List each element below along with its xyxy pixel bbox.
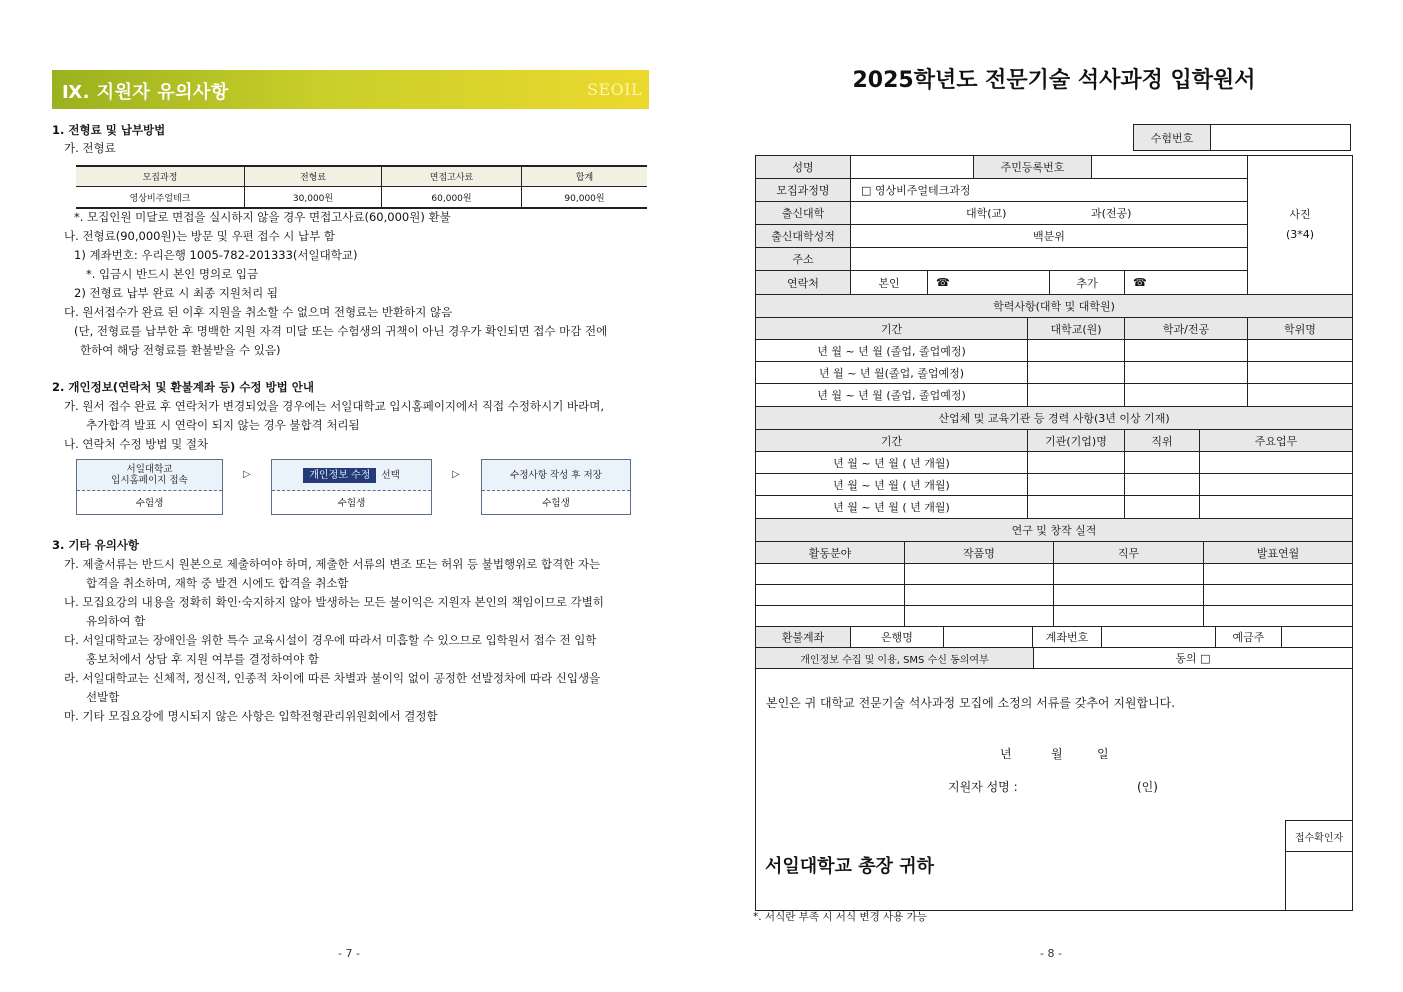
univ-suffix: 대학(교) [966, 207, 1007, 220]
career-col-position: 직위 [1124, 429, 1200, 452]
holder-label: 예금주 [1215, 626, 1282, 648]
research-work-input[interactable] [904, 563, 1054, 585]
s1-a: 가. 전형료 [64, 141, 116, 155]
step-3-bottom: 수험생 [542, 498, 570, 509]
page-number-right: - 8 - [1040, 947, 1062, 960]
edu-degree-field[interactable] [1247, 339, 1353, 362]
edu-major-field[interactable] [1124, 361, 1248, 384]
research-col-field: 활동분야 [755, 541, 905, 564]
date-year: 년 [1000, 747, 1012, 761]
career-duty-field[interactable] [1199, 495, 1353, 519]
table-row: 년 월 ~ 년 월 ( 년 개월) [755, 495, 1028, 519]
s1-b2: 2) 전형료 납부 완료 시 최종 지원처리 됨 [74, 286, 279, 300]
s2-b: 나. 연락처 수정 방법 및 절차 [64, 437, 209, 451]
research-col-date: 발표연월 [1203, 541, 1353, 564]
career-header: 산업체 및 교육기관 등 경력 사항(3년 이상 기재) [755, 406, 1353, 430]
address-label: 주소 [755, 247, 851, 271]
step-2-after: 선택 [381, 469, 400, 481]
section-title: Ⅸ. 지원자 유의사항 [62, 82, 229, 103]
applicant-sign-label: 지원자 성명 : [948, 780, 1018, 794]
table-row: 년 월 ~ 년 월 ( 년 개월) [755, 451, 1028, 474]
s1-b1: 1) 계좌번호: 우리은행 1005-782-201333(서일대학교) [74, 248, 358, 262]
table-row: 년 월 ~ 년 월 (졸업, 졸업예정) [755, 383, 1028, 407]
addressee: 서일대학교 총장 귀하 [765, 856, 935, 877]
extra-phone-field[interactable] [1124, 270, 1248, 295]
rrn-field[interactable] [1091, 155, 1248, 179]
fee-col-total: 합계 [522, 166, 648, 187]
edu-degree-field[interactable] [1247, 383, 1353, 407]
s3-d1: 라. 서일대학교는 신체적, 정신적, 인종적 차이에 따른 차별과 불이익 없이 공정한 선발정차에 따라 신입생을 [64, 671, 601, 685]
date-day: 일 [1097, 747, 1109, 761]
career-col-duty: 주요업무 [1199, 429, 1353, 452]
contact-label: 연락처 [755, 270, 851, 295]
s3-c2: 홍보처에서 상담 후 지원 여부를 결정하여야 함 [86, 652, 320, 666]
course-label: 모집과정명 [755, 178, 851, 202]
step-2-top [272, 460, 431, 491]
applicant-name-field[interactable] [1039, 776, 1134, 796]
consent-label: 개인정보 수집 및 이용, SMS 수신 동의여부 [755, 647, 1034, 669]
research-work-input[interactable] [904, 605, 1054, 627]
exam-number-label: 수험번호 [1133, 124, 1211, 151]
name-label: 성명 [755, 155, 851, 179]
step-box-2 [271, 459, 432, 515]
self-phone-field[interactable] [927, 270, 1050, 295]
research-col-work: 작품명 [904, 541, 1054, 564]
declaration-text: 본인은 귀 대학교 전문기술 석사과정 모집에 소정의 서류를 갖추어 지원합니다. [766, 696, 1176, 710]
research-header: 연구 및 창작 실적 [755, 518, 1353, 542]
s3-heading: 3. 기타 유의사항 [52, 538, 140, 552]
s3-e: 마. 기타 모집요강에 명시되지 않은 사항은 입학전형관리위원회에서 결정함 [64, 709, 438, 723]
form-title: 2025학년도 전문기술 석사과정 입학원서 [852, 68, 1256, 93]
gpa-label: 출신대학성적 [755, 224, 851, 248]
research-field-input[interactable] [755, 563, 905, 585]
edu-major-field[interactable] [1124, 339, 1248, 362]
table-row: 년 월 ~ 년 월 ( 년 개월) [755, 473, 1028, 496]
fee-table-header [76, 166, 647, 187]
table-row: 년 월 ~ 년 월 (졸업, 졸업예정) [755, 339, 1028, 362]
edu-univ-field[interactable] [1027, 361, 1125, 384]
s1-c1: (단, 전형료를 납부한 후 명백한 지원 자격 미달 또는 수험생의 귀책이 아닌 경우가 확인되면 접수 마감 전에 [74, 324, 608, 338]
step-box-1 [76, 459, 223, 515]
research-role-input[interactable] [1053, 605, 1204, 627]
edu-col-period: 기간 [755, 317, 1028, 340]
step-1-line2: 입시홈페이지 접속 [111, 475, 188, 486]
fee-cell-interview: 60,000원 [382, 187, 522, 209]
s2-a1: 가. 원서 접수 완료 후 연락처가 변경되었을 경우에는 서일대학교 입시홈페이지에서 직접 수정하시기 바라며, [64, 399, 604, 413]
research-work-input[interactable] [904, 584, 1054, 606]
gpa-field[interactable]: 백분위 [850, 224, 1248, 248]
address-field[interactable] [850, 247, 1248, 271]
rrn-label: 주민등록번호 [973, 155, 1092, 179]
holder-field[interactable] [1281, 626, 1353, 648]
fee-cell-course: 영상비주얼테크 [76, 187, 245, 209]
self-label: 본인 [850, 270, 928, 295]
career-col-org: 기관(기업)명 [1027, 429, 1125, 452]
career-org-field[interactable] [1027, 495, 1125, 519]
s1-note: *. 모집인원 미달로 면접을 실시하지 않을 경우 면접고사료(60,000원) 환불 [74, 210, 451, 224]
career-org-field[interactable] [1027, 451, 1125, 474]
fee-col-course: 모집과정 [76, 166, 245, 187]
refund-label: 환불계좌 [755, 626, 851, 648]
s1-c2: 한하여 해당 전형료를 환불받을 수 있음) [80, 343, 281, 357]
research-date-input[interactable] [1203, 584, 1353, 606]
career-position-field[interactable] [1124, 495, 1200, 519]
research-col-role: 직무 [1053, 541, 1204, 564]
edu-col-univ: 대학교(원) [1027, 317, 1125, 340]
step-1-line1: 서일대학교 [126, 464, 173, 475]
table-row [76, 187, 647, 209]
fee-table [76, 165, 647, 209]
photo-box [1247, 155, 1353, 295]
edu-degree-field[interactable] [1247, 361, 1353, 384]
step-box-3 [481, 459, 631, 515]
seal-mark: (인) [1137, 780, 1158, 794]
edu-col-major: 학과/전공 [1124, 317, 1248, 340]
s3-b1: 나. 모집요강의 내용을 정확히 확인·숙지하지 않아 발생하는 모든 불이익은 지원자 본인의 책임이므로 각별히 [64, 595, 604, 609]
career-duty-field[interactable] [1199, 473, 1353, 496]
edu-major-field[interactable] [1124, 383, 1248, 407]
edu-univ-field[interactable] [1027, 383, 1125, 407]
name-field[interactable] [850, 155, 974, 179]
photo-size: (3*4) [1285, 228, 1315, 241]
career-col-period: 기간 [755, 429, 1028, 452]
s3-b2: 유의하여 함 [86, 614, 146, 628]
univ-field[interactable] [850, 201, 1248, 225]
research-date-input[interactable] [1203, 605, 1353, 627]
table-row: 년 월 ~ 년 월(졸업, 졸업예정) [755, 361, 1028, 384]
consent-checkbox[interactable]: 동의 □ [1033, 647, 1353, 669]
s1-c: 다. 원서접수가 완료 된 이후 지원을 취소할 수 없으며 전형료는 반환하지 않음 [64, 305, 453, 319]
exam-number-field[interactable] [1210, 124, 1351, 151]
step-3-top: 수정사항 작성 후 저장 [482, 460, 630, 491]
receipt-label: 접수확인자 [1285, 820, 1353, 852]
research-field-input[interactable] [755, 584, 905, 606]
research-field-input[interactable] [755, 605, 905, 627]
s3-a1: 가. 제출서류는 반드시 원본으로 제출하여야 하며, 제출한 서류의 변조 또는 허위 등 불법행위로 합격한 자는 [64, 557, 601, 571]
personal-info-pill: 개인정보 수정 [303, 468, 376, 483]
phone-icon: ☎ [1133, 276, 1147, 289]
photo-label: 사진 [1289, 208, 1311, 221]
bank-label: 은행명 [850, 626, 944, 648]
account-label: 계좌번호 [1032, 626, 1102, 648]
edu-col-degree: 학위명 [1247, 317, 1353, 340]
phone-icon: ☎ [936, 276, 950, 289]
research-role-input[interactable] [1053, 584, 1204, 606]
footnote: *. 서식란 부족 시 서식 변경 사용 가능 [753, 911, 927, 923]
extra-label: 추가 [1049, 270, 1125, 295]
fee-cell-total: 90,000원 [522, 187, 648, 209]
step-2-bottom: 수험생 [337, 498, 366, 509]
step-1-bottom: 수험생 [135, 498, 164, 509]
s3-a2: 합격을 취소하며, 재학 중 발견 시에도 합격을 취소함 [86, 576, 349, 590]
arrow-icon: ▷ [452, 469, 460, 480]
s1-b: 나. 전형료(90,000원)는 방문 및 우편 접수 시 납부 함 [64, 229, 335, 243]
edu-univ-field[interactable] [1027, 339, 1125, 362]
fee-col-fee: 전형료 [245, 166, 382, 187]
course-checkbox[interactable]: □ 영상비주얼테크과정 [850, 178, 1248, 202]
step-1-top [77, 460, 222, 491]
seoil-logo: SEOIL [587, 80, 643, 99]
s3-c1: 다. 서일대학교는 장애인을 위한 특수 교육시설이 경우에 따라서 미흡할 수 있으므로 입학원서 접수 전 입학 [64, 633, 597, 647]
bank-field[interactable] [943, 626, 1033, 648]
arrow-icon: ▷ [243, 469, 251, 480]
career-org-field[interactable] [1027, 473, 1125, 496]
fee-cell-fee: 30,000원 [245, 187, 382, 209]
page-number-left: - 7 - [338, 947, 360, 960]
career-duty-field[interactable] [1199, 451, 1353, 474]
career-position-field[interactable] [1124, 473, 1200, 496]
research-date-input[interactable] [1203, 563, 1353, 585]
s2-heading: 2. 개인정보(연락처 및 환불계좌 등) 수정 방법 안내 [52, 380, 314, 394]
s1-b1-note: *. 입금시 반드시 본인 명의로 입금 [86, 267, 259, 281]
edu-header: 학력사항(대학 및 대학원) [755, 294, 1353, 318]
account-field[interactable] [1101, 626, 1216, 648]
univ-label: 출신대학 [755, 201, 851, 225]
fee-col-interview: 면접고사료 [382, 166, 522, 187]
research-role-input[interactable] [1053, 563, 1204, 585]
s1-heading: 1. 전형료 및 납부방법 [52, 123, 166, 137]
s3-d2: 선발함 [86, 690, 120, 704]
s2-a2: 추가합격 발표 시 연락이 되지 않는 경우 불합격 처리됨 [86, 418, 360, 432]
receipt-box [1285, 851, 1353, 911]
date-month: 월 [1051, 747, 1063, 761]
career-position-field[interactable] [1124, 451, 1200, 474]
major-suffix: 과(전공) [1091, 207, 1132, 220]
